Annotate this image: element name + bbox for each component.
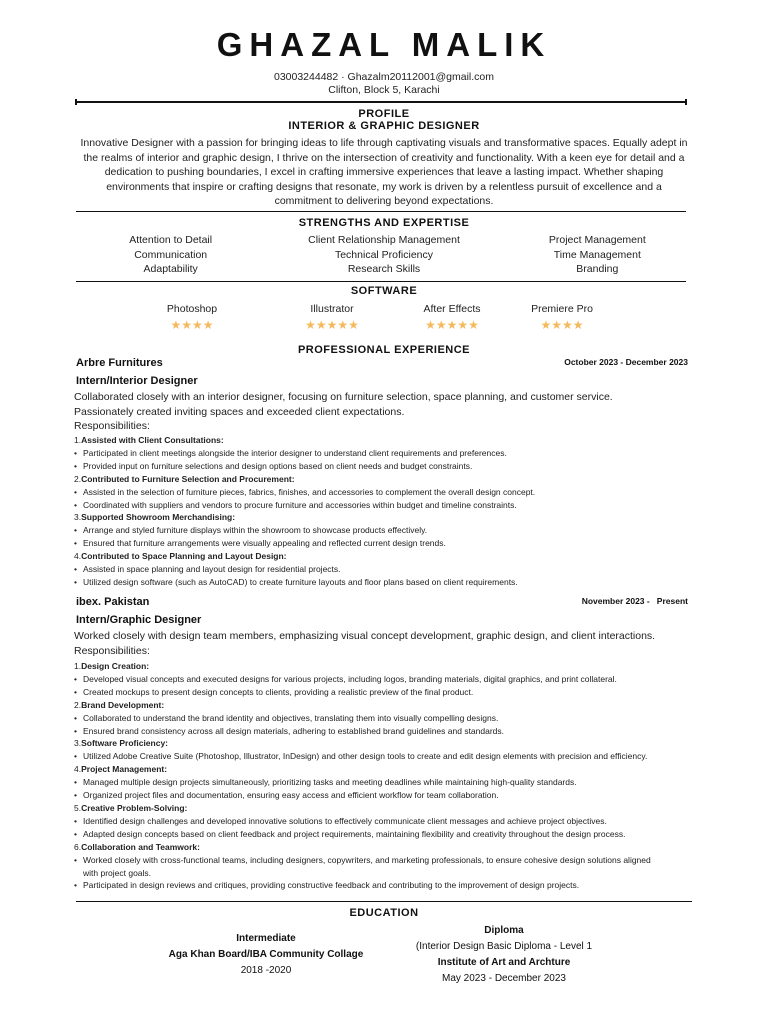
profile-line: dedication to pushing boundaries, I excel in crafting immersive experiences that leave a lasting impact. Whether shaping <box>104 166 664 179</box>
candidate-name: GHAZAL MALIK <box>216 26 552 63</box>
profile-subheading: INTERIOR & GRAPHIC DESIGNER <box>288 120 480 132</box>
responsibilities-label: Responsibilities: <box>74 420 150 433</box>
job-title: Intern/Interior Designer <box>76 375 198 387</box>
list-item: • Organized project files and documentation, ensuring easy access and efficient workflow for team collaboration. <box>74 789 754 802</box>
resp-group-heading: 3.Software Proficiency: <box>74 738 169 749</box>
software-item-illustrator <box>242 303 422 332</box>
star-rating-icon: ★★★★★ <box>305 318 359 332</box>
list-item: • Provided input on furniture selections and design options based on client needs and budget constraints. <box>74 460 734 473</box>
contact-line: 03003244482 · Ghazalm20112001@gmail.com <box>273 71 495 83</box>
list-item: • Arrange and styled furniture displays within the showroom to showcase products effectively. <box>74 524 734 537</box>
software-name: Premiere Pro <box>531 303 593 315</box>
responsibilities-label: Responsibilities: <box>74 644 150 657</box>
profile-line: the realms of interior and graphic design, I thrive on the intersection of creativity and functionality. With a keen eye for detail and a <box>83 151 685 164</box>
list-item: • Worked closely with cross-functional teams, including designers, copywriters, and marketing professionals, to ensure cohesive design solutions aligned <box>74 854 754 867</box>
software-name: Illustrator <box>310 303 354 315</box>
strength-item: Research Skills <box>347 263 421 276</box>
software-heading: SOFTWARE <box>350 285 418 297</box>
list-item: • Participated in client meetings alongside the interior designer to understand client requirements and preferences. <box>74 447 734 460</box>
strengths-grid <box>64 233 704 277</box>
list-item: • Assisted in space planning and layout design for residential projects. <box>74 563 734 576</box>
strength-item: Attention to Detail <box>129 234 213 246</box>
software-name: After Effects <box>423 303 481 315</box>
strength-item: Client Relationship Management <box>308 234 460 246</box>
resp-group-heading: 4.Project Management: <box>74 764 168 775</box>
divider <box>76 281 686 282</box>
job-summary <box>74 629 714 658</box>
star-rating-icon: ★★★★★ <box>425 318 479 332</box>
resp-group-heading: 2.Contributed to Furniture Selection and Procurement: <box>74 473 295 484</box>
list-item: • Created mockups to present design concepts to clients, providing a realistic preview of the final product. <box>74 686 754 699</box>
job-title: Intern/Graphic Designer <box>76 614 202 626</box>
degree: Diploma <box>484 925 524 936</box>
summary-line: Collaborated closely with an interior designer, focusing on furniture selection, space planning, and customer service. <box>74 391 613 403</box>
software-item-photoshop <box>142 303 242 332</box>
degree: Intermediate <box>236 933 296 944</box>
divider <box>76 901 692 902</box>
list-item: • Utilized design software (such as AutoCAD) to create furniture layouts and floor plans based on client requirements. <box>74 576 734 589</box>
list-item: • Adapted design concepts based on client feedback and project requirements, maintaining flexibility and creativity throughout the design process. <box>74 828 754 841</box>
job-summary <box>74 390 714 434</box>
list-item: • Collaborated to understand the brand identity and objectives, translating them into visually compelling designs. <box>74 712 754 725</box>
star-rating-icon: ★★★★ <box>170 318 214 332</box>
education-heading: EDUCATION <box>349 907 419 919</box>
job-company: ibex. Pakistan <box>76 596 150 608</box>
resp-group-heading: 6.Collaboration and Teamwork: <box>74 841 200 852</box>
list-item: • Identified design challenges and developed innovative solutions to effectively communicate client messages and achieve project objectives. <box>74 815 754 828</box>
resp-group-heading: 4.Contributed to Space Planning and Layout Design: <box>74 551 287 562</box>
job-date: November 2023 - Present <box>581 596 688 606</box>
contact-info <box>0 71 768 97</box>
years: May 2023 - December 2023 <box>442 973 566 984</box>
list-item: • Developed visual concepts and executed designs for various projects, including logos, branding materials, digital graphics, and print collateral. <box>74 673 754 686</box>
software-name: Photoshop <box>166 303 218 315</box>
strength-item: Communication <box>134 248 208 261</box>
software-item-premiere-pro <box>482 303 642 332</box>
school: Aga Khan Board/IBA Community Collage <box>168 949 364 960</box>
list-item: • Utilized Adobe Creative Suite (Photoshop, Illustrator, InDesign) and other design tools to create and edit design elements with precision and efficiency. <box>74 750 754 763</box>
profile-line: Innovative Designer with a passion for bringing ideas to life through captivating visuals and transformative spaces. Equally adept in <box>80 137 688 149</box>
education-diploma <box>384 923 624 987</box>
strength-item: Technical Proficiency <box>334 248 434 261</box>
list-item: • Managed multiple design projects simultaneously, prioritizing tasks and meeting deadlines while maintaining high-quality standards. <box>74 776 754 789</box>
summary-line: Worked closely with design team members, emphasizing visual concept development, graphic design, and client interactions. <box>74 630 656 642</box>
strength-item: Adaptability <box>143 263 198 276</box>
strengths-heading: STRENGTHS AND EXPERTISE <box>298 217 470 229</box>
software-item-after-effects <box>422 303 482 332</box>
resp-group-heading: 2.Brand Development: <box>74 699 165 710</box>
list-item: • Assisted in the selection of furniture pieces, fabrics, finishes, and accessories to complement the overall design concept. <box>74 486 734 499</box>
profile-heading: PROFILE <box>358 108 410 120</box>
resp-group-heading: 1.Design Creation: <box>74 661 150 671</box>
diploma-detail: (Interior Design Basic Diploma - Level 1 <box>415 941 593 952</box>
header-divider <box>76 101 686 103</box>
resp-group-heading: 1.Assisted with Client Consultations: <box>74 435 224 445</box>
profile-line: commitment to delivering beyond expectations. <box>274 195 494 208</box>
years: 2018 -2020 <box>240 965 292 976</box>
strength-item: Branding <box>576 263 619 276</box>
education-intermediate <box>136 931 396 979</box>
list-item-continuation: with project goals. <box>83 867 152 878</box>
school: Institute of Art and Archture <box>437 957 571 968</box>
software-list <box>142 303 642 332</box>
strength-item: Project Management <box>548 234 646 246</box>
job-responsibilities <box>74 660 754 892</box>
resp-group-heading: 3.Supported Showroom Merchandising: <box>74 512 236 523</box>
job-date: October 2023 - December 2023 <box>564 357 688 367</box>
experience-heading: PROFESSIONAL EXPERIENCE <box>297 344 471 356</box>
divider <box>76 211 686 212</box>
strength-item: Time Management <box>553 248 641 261</box>
profile-summary <box>40 136 728 209</box>
summary-line: Passionately created inviting spaces and exceeded client expectations. <box>74 405 405 418</box>
list-item: • Ensured that furniture arrangements were visually appealing and reflected current design trends. <box>74 537 734 550</box>
profile-line: environments that inspire or crafting designs that resonate, my work is driven by a relentless pursuit of excellence and a <box>106 180 662 193</box>
list-item: • Coordinated with suppliers and vendors to procure furniture and accessories within budget and timeline constraints. <box>74 499 734 512</box>
job-responsibilities <box>74 434 734 589</box>
list-item: • Ensured brand consistency across all design materials, adhering to established brand guidelines and standards. <box>74 725 754 738</box>
list-item: • Participated in design reviews and critiques, providing constructive feedback and contributing to the improvement of design projects. <box>74 879 754 892</box>
address: Clifton, Block 5, Karachi <box>328 84 440 96</box>
resp-group-heading: 5.Creative Problem-Solving: <box>74 802 188 813</box>
job-company: Arbre Furnitures <box>76 357 163 369</box>
star-rating-icon: ★★★★ <box>540 318 584 332</box>
